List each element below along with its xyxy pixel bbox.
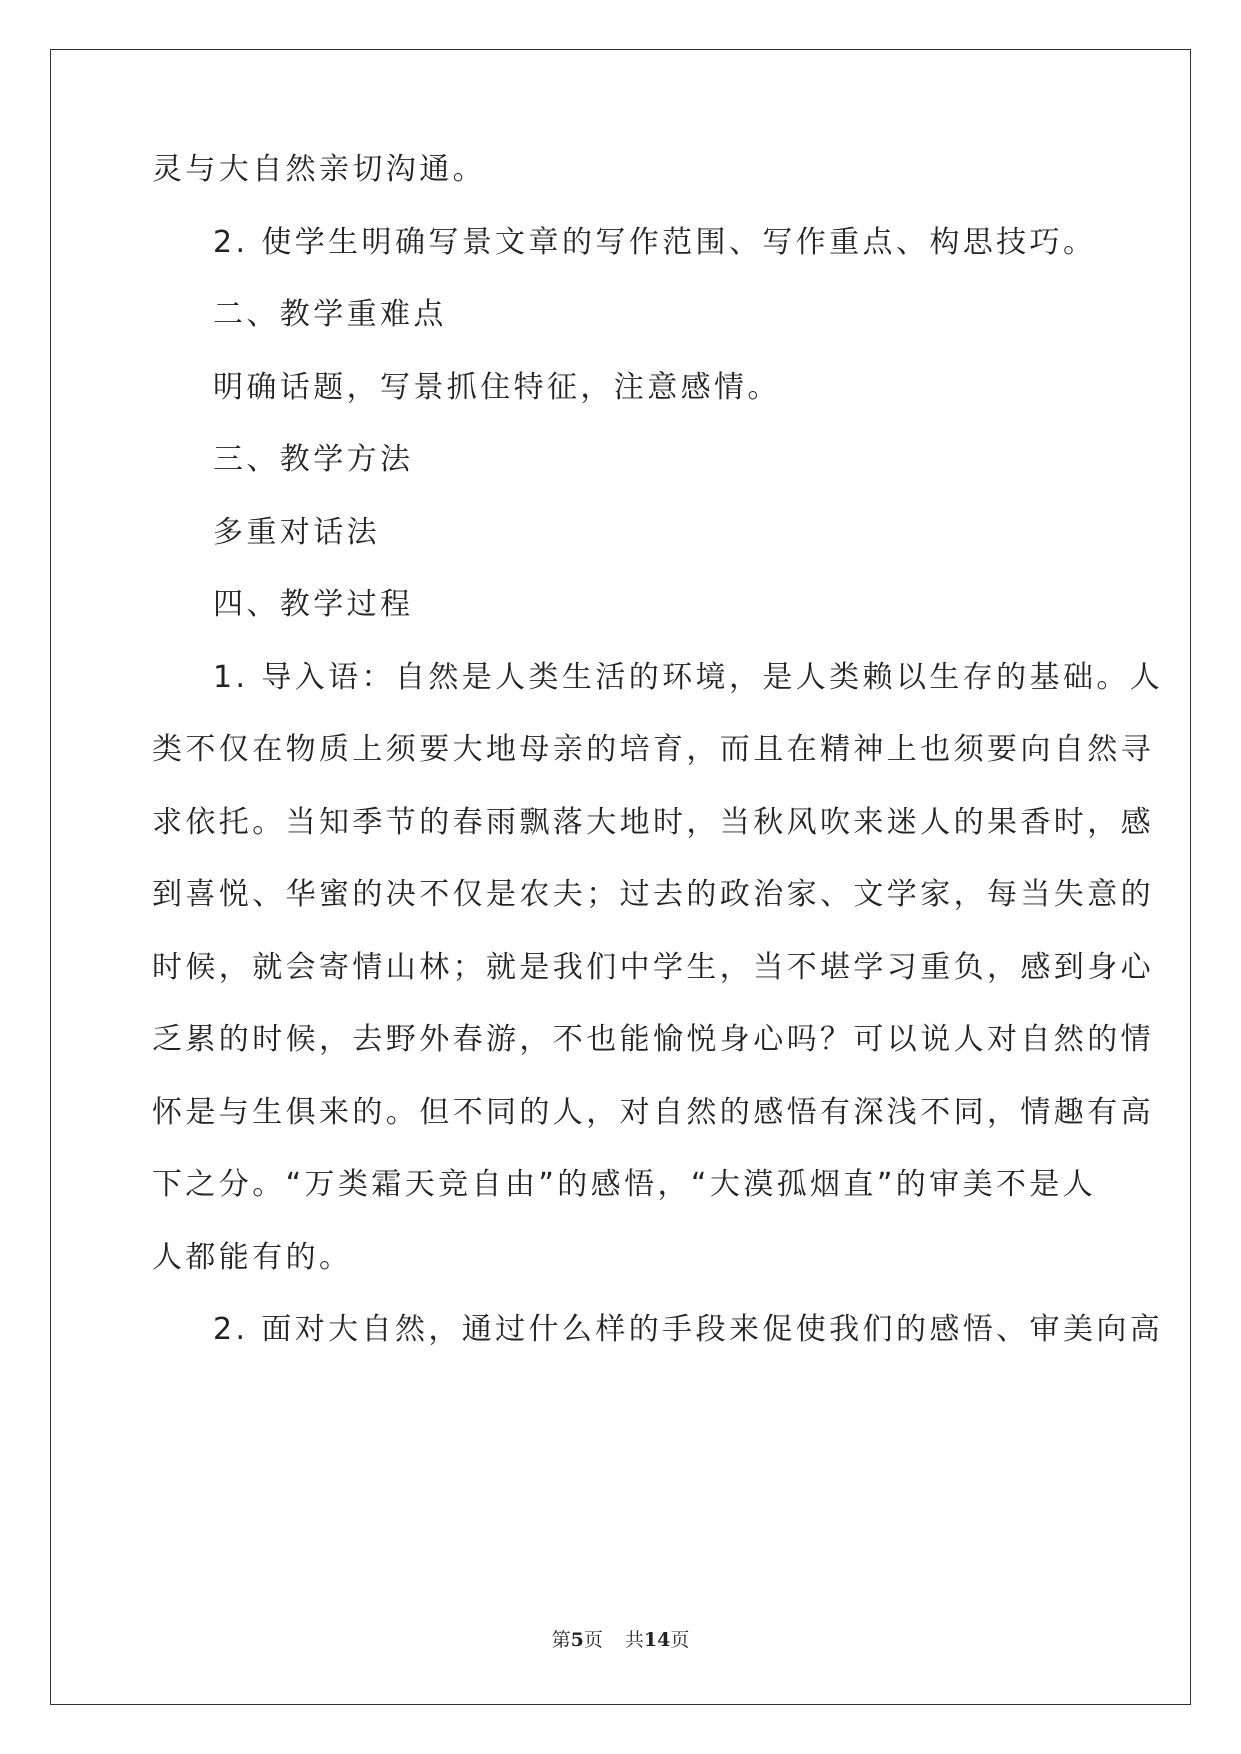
- paragraph-line: 多重对话法: [213, 515, 380, 550]
- paragraph-line: 1. 导入语：自然是人类生活的环境，是人类赖以生存的基础。人: [213, 660, 1164, 695]
- page-number-total: 14: [643, 1629, 671, 1651]
- page-footer: [0, 1628, 1241, 1652]
- section-heading-key-points: 二、教学重难点: [213, 297, 447, 332]
- objective-item-2: 2. 使学生明确写景文章的写作范围、写作重点、构思技巧。: [213, 225, 1097, 260]
- paragraph-line: 乏累的时候，去野外春游，不也能愉悦身心吗？可以说人对自然的情: [152, 1022, 1154, 1057]
- paragraph-line: 类不仅在物质上须要大地母亲的培育，而且在精神上也须要向自然寻: [152, 732, 1154, 767]
- paragraph-line: 怀是与生俱来的。但不同的人，对自然的感悟有深浅不同，情趣有高: [152, 1095, 1154, 1130]
- paragraph-line: 求依托。当知季节的春雨飘落大地时，当秋风吹来迷人的果香时，感: [152, 805, 1154, 840]
- page-total-prefix: 共: [624, 1629, 644, 1651]
- paragraph-line: 人都能有的。: [152, 1240, 353, 1275]
- page-number-current: 5: [570, 1629, 584, 1651]
- paragraph-line: 2. 面对大自然，通过什么样的手段来促使我们的感悟、审美向高: [213, 1312, 1164, 1347]
- section-heading-methods: 三、教学方法: [213, 442, 414, 477]
- page-number-suffix: 页: [583, 1629, 603, 1651]
- paragraph-line: 明确话题，写景抓住特征，注意感情。: [213, 370, 781, 405]
- paragraph-line: 到喜悦、华蜜的决不仅是农夫；过去的政治家、文学家，每当失意的: [152, 877, 1154, 912]
- page-total-suffix: 页: [670, 1629, 690, 1651]
- paragraph-line: 时候，就会寄情山林；就是我们中学生，当不堪学习重负，感到身心: [152, 950, 1154, 985]
- page-number-prefix: 第: [551, 1629, 571, 1651]
- section-heading-process: 四、教学过程: [213, 587, 414, 622]
- paragraph-line: 灵与大自然亲切沟通。: [152, 152, 486, 187]
- paragraph-line: 下之分。“万类霜天竞自由”的感悟，“大漠孤烟直”的审美不是人: [152, 1167, 1097, 1202]
